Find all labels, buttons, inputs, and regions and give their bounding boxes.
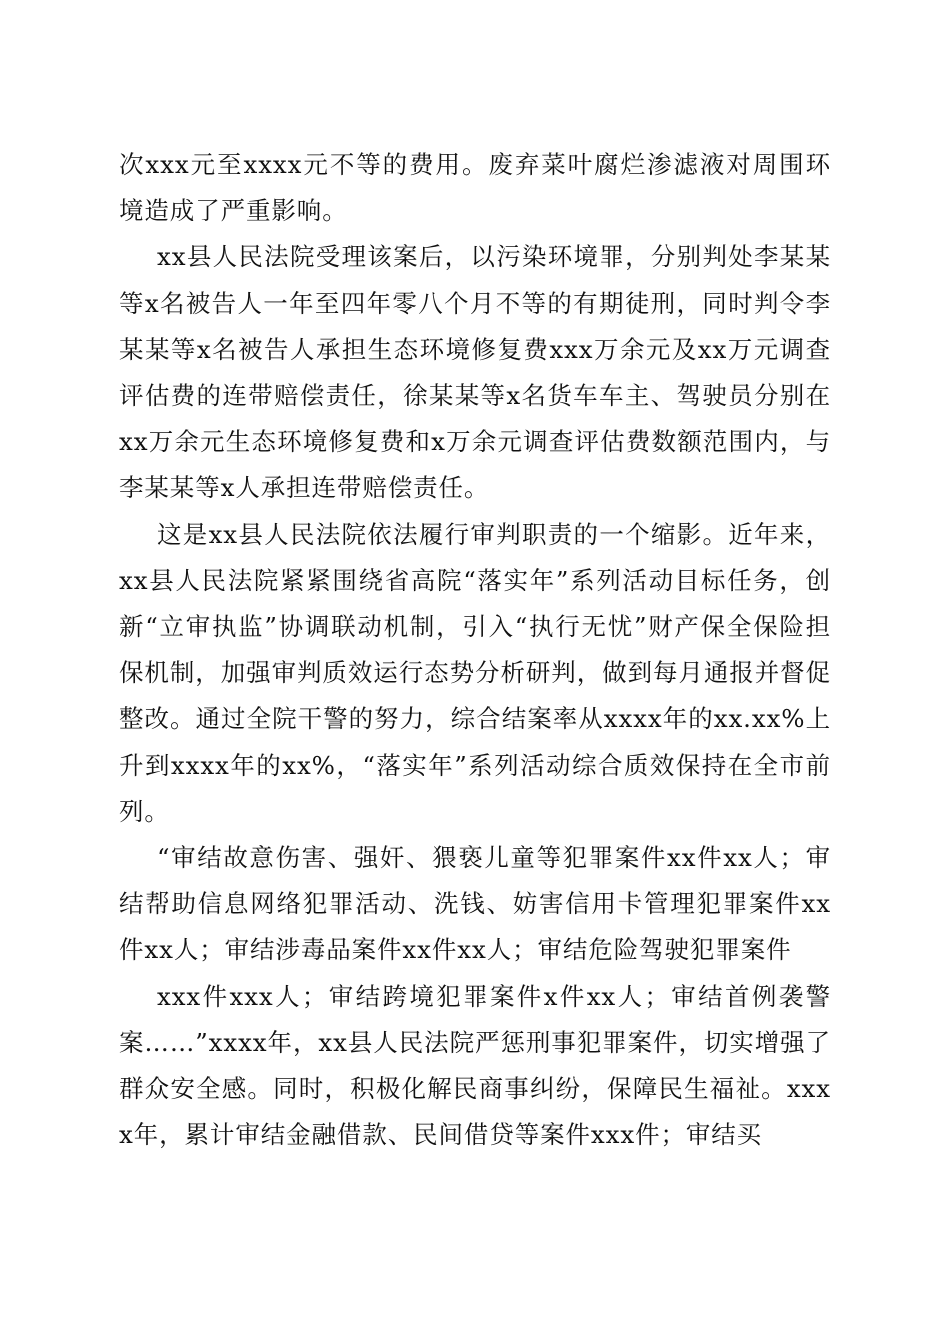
paragraph-3: 这是xx县人民法院依法履行审判职责的一个缩影。近年来，xx县人民法院紧紧围绕省高院“落实年”系列活动目标任务，创新“立审执监”协调联动机制，引入“执行无忧”财产保全保险担保机制，加强审判质效运行态势分析研判，做到每月通报并督促整改。通过全院干警的努力，综合结案率从xxxx年的xx.xx%上升到xxxx年的xx%，“落实年”系列活动综合质效保持在全市前列。	[119, 519, 831, 826]
paragraph-1-continued: 次xxx元至xxxx元不等的费用。废弃菜叶腐烂渗滤液对周围环境造成了严重影响。	[119, 150, 831, 226]
document-body	[119, 142, 831, 1158]
paragraph-5: xxx件xxx人；审结跨境犯罪案件x件xx人；审结首例袭警案……”xxxx年，xx县人民法院严惩刑事犯罪案件，切实增强了群众安全感。同时，积极化解民商事纠纷，保障民生福祉。xxxx年，累计审结金融借款、民间借贷等案件xxx件；审结买	[119, 981, 831, 1150]
paragraph-2: xx县人民法院受理该案后，以污染环境罪，分别判处李某某等x名被告人一年至四年零八个月不等的有期徒刑，同时判令李某某等x名被告人承担生态环境修复费xxx万余元及xx万元调查评估费的连带赔偿责任，徐某某等x名货车车主、驾驶员分别在xx万余元生态环境修复费和x万余元调查评估费数额范围内，与李某某等x人承担连带赔偿责任。	[119, 242, 831, 503]
paragraph-4-quote: “审结故意伤害、强奸、猥亵儿童等犯罪案件xx件xx人；审结帮助信息网络犯罪活动、洗钱、妨害信用卡管理犯罪案件xx件xx人；审结涉毒品案件xx件xx人；审结危险驾驶犯罪案件	[119, 843, 831, 965]
